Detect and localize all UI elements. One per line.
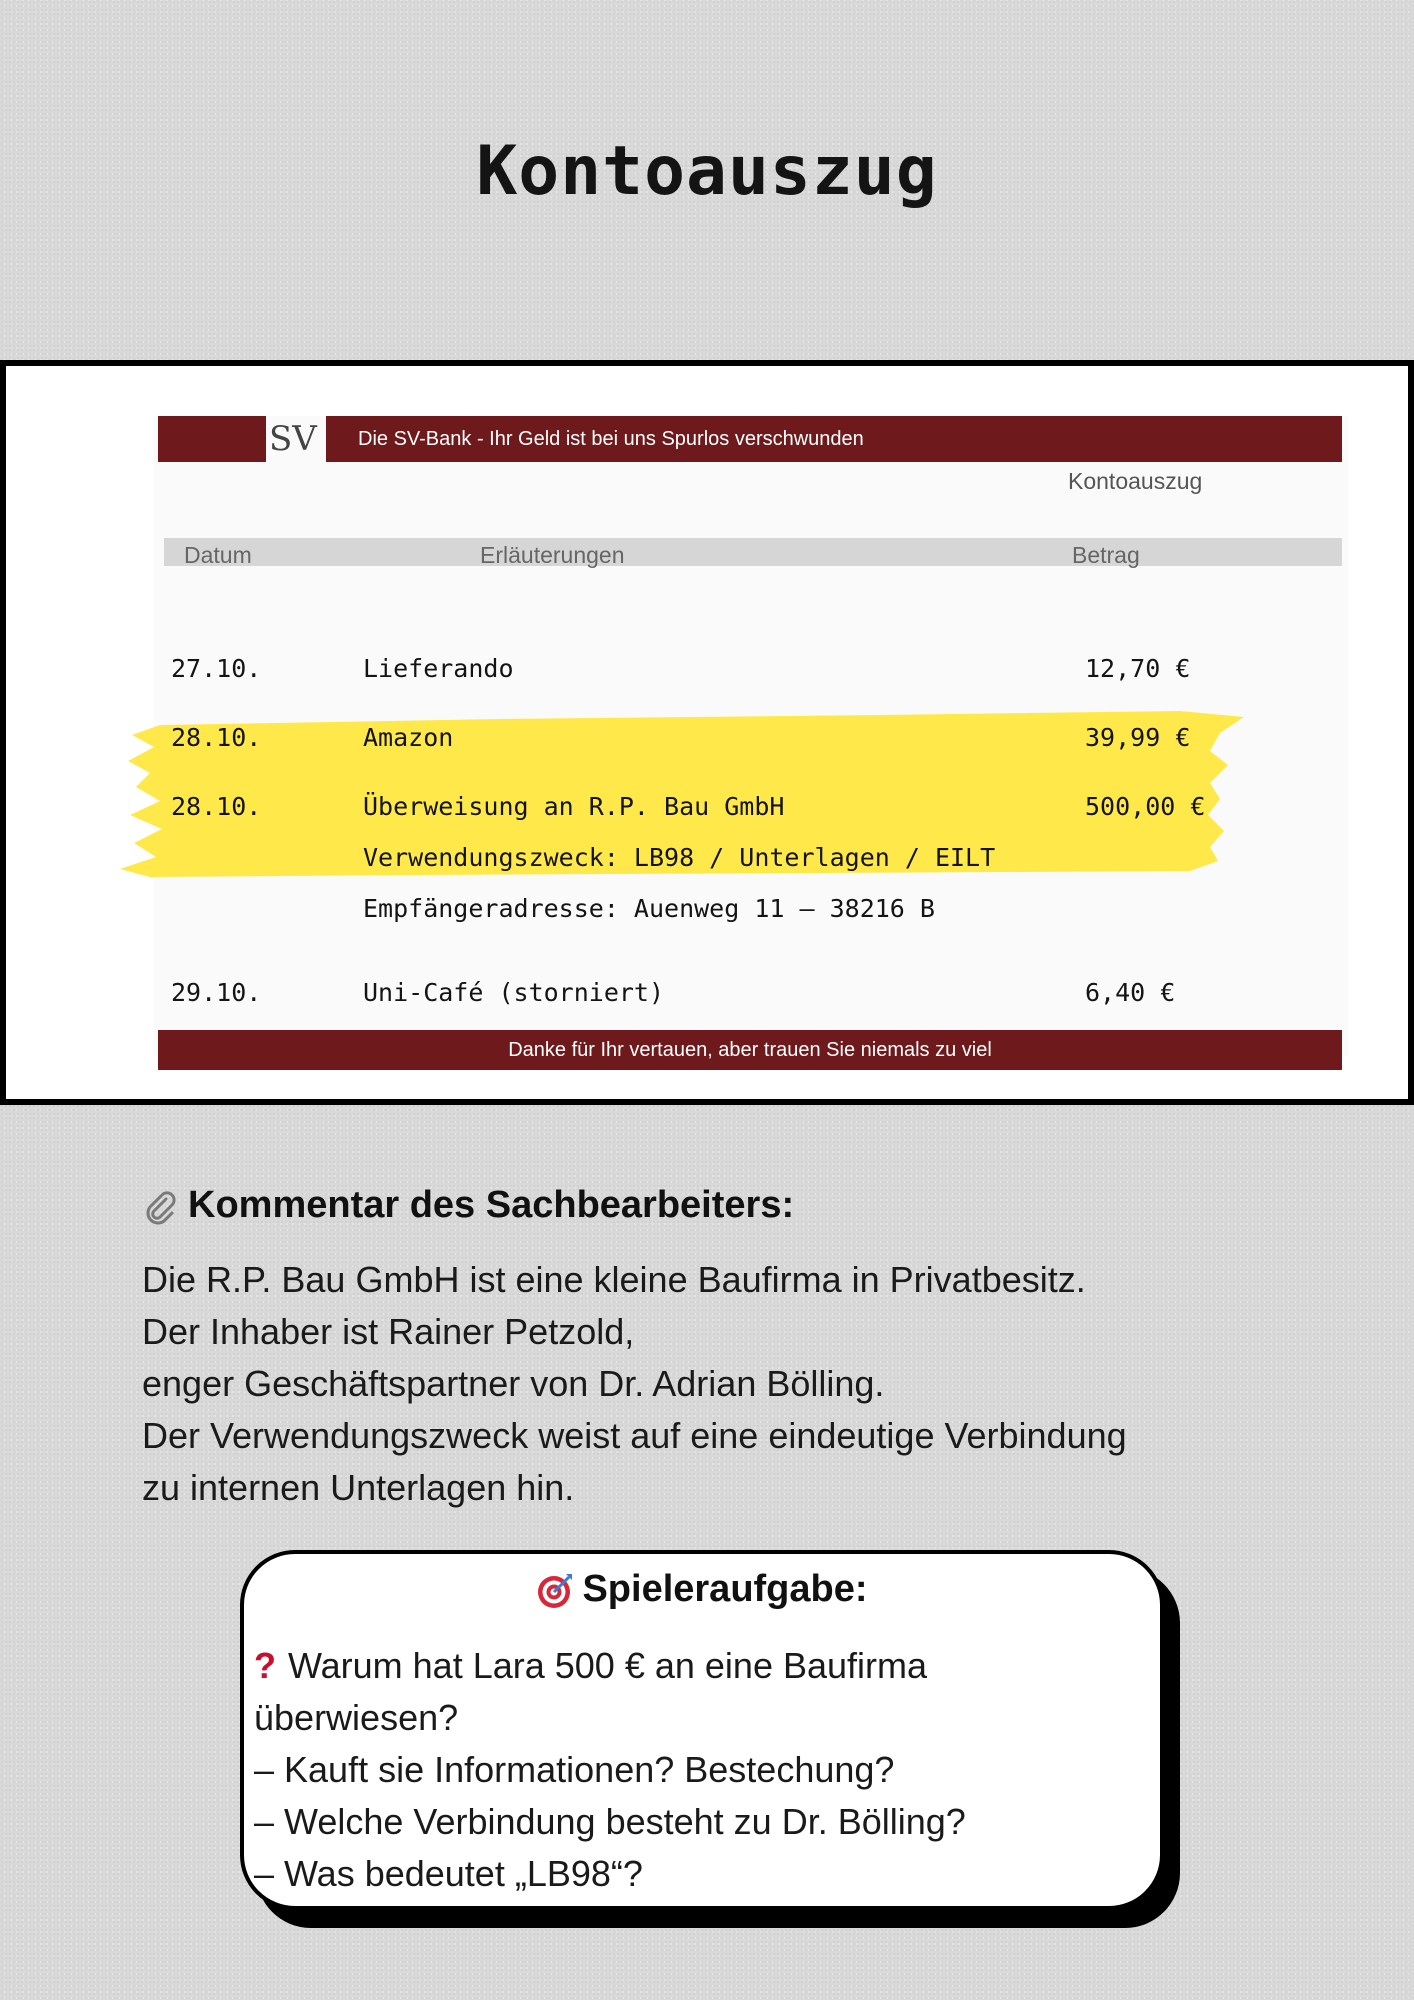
comment-line: enger Geschäftspartner von Dr. Adrian Bölling. bbox=[142, 1363, 885, 1404]
transaction-description: Uni-Café (storniert) bbox=[363, 978, 665, 1007]
task-heading bbox=[244, 1568, 1160, 1611]
amount-value: 12,70 bbox=[1085, 654, 1161, 683]
transaction-amount bbox=[1085, 654, 1190, 683]
comment-heading-text: Kommentar des Sachbearbeiters: bbox=[188, 1184, 795, 1226]
transaction-description: Überweisung an R.P. Bau GmbH bbox=[363, 792, 785, 821]
amount-value: 6,40 bbox=[1085, 978, 1146, 1007]
task-line: – Kauft sie Informationen? Bestechung? bbox=[254, 1749, 895, 1790]
amount-value: 39,99 bbox=[1085, 723, 1161, 752]
transaction-amount bbox=[1085, 978, 1175, 1007]
comment-body bbox=[142, 1254, 1342, 1514]
column-header-bar bbox=[164, 538, 1342, 566]
currency-symbol: € bbox=[1175, 654, 1191, 683]
transaction-date: 29.10. bbox=[171, 978, 262, 1007]
bank-logo: SV bbox=[269, 419, 317, 459]
bank-statement bbox=[154, 416, 1348, 1061]
transaction-date: 28.10. bbox=[171, 792, 262, 821]
comment-line: Der Verwendungszweck weist auf eine eindeutige Verbindung bbox=[142, 1415, 1127, 1456]
task-body bbox=[254, 1640, 1154, 1900]
bank-statement-frame bbox=[0, 360, 1414, 1105]
task-line: überwiesen? bbox=[254, 1697, 459, 1738]
question-mark-icon: ? bbox=[254, 1645, 276, 1686]
transaction-address: Empfängeradresse: Auenweg 11 – 38216 B bbox=[363, 894, 935, 923]
task-question-text: Warum hat Lara 500 € an eine Baufirma bbox=[288, 1645, 928, 1686]
currency-symbol: € bbox=[1160, 978, 1176, 1007]
transaction-description: Lieferando bbox=[363, 654, 514, 683]
column-header-date: Datum bbox=[184, 542, 252, 568]
comment-line: Der Inhaber ist Rainer Petzold, bbox=[142, 1311, 635, 1352]
transaction-purpose: Verwendungszweck: LB98 / Unterlagen / EILT bbox=[363, 843, 996, 872]
currency-symbol: € bbox=[1190, 792, 1206, 821]
bank-header-bar bbox=[326, 416, 1342, 462]
bank-slogan: Die SV-Bank - Ihr Geld ist bei uns Spurlos verschwunden bbox=[358, 428, 864, 450]
transaction-date: 27.10. bbox=[171, 654, 262, 683]
document-type: Kontoauszug bbox=[1068, 468, 1203, 494]
task-line: – Was bedeutet „LB98“? bbox=[254, 1853, 643, 1894]
transaction-date: 28.10. bbox=[171, 723, 262, 752]
amount-value: 500,00 bbox=[1085, 792, 1176, 821]
task-line: – Welche Verbindung besteht zu Dr. Bölling? bbox=[254, 1801, 966, 1842]
task-heading-text: Spieleraufgabe: bbox=[582, 1568, 868, 1610]
bank-header-bar-left bbox=[158, 416, 266, 462]
currency-symbol: € bbox=[1175, 723, 1191, 752]
transaction-amount bbox=[1085, 723, 1190, 752]
page-title: Kontoauszug bbox=[476, 132, 938, 211]
comment-line: zu internen Unterlagen hin. bbox=[142, 1467, 575, 1508]
paperclip-icon bbox=[142, 1189, 178, 1225]
bank-footer-bar: Danke für Ihr vertauen, aber trauen Sie niemals zu viel bbox=[158, 1030, 1342, 1070]
column-header-amount: Betrag bbox=[1072, 542, 1140, 568]
transaction-description: Amazon bbox=[363, 723, 454, 752]
column-header-description: Erläuterungen bbox=[480, 542, 625, 568]
transaction-amount bbox=[1085, 792, 1205, 821]
comment-line: Die R.P. Bau GmbH ist eine kleine Baufirma in Privatbesitz. bbox=[142, 1259, 1086, 1300]
comment-heading bbox=[142, 1184, 794, 1227]
task-box bbox=[240, 1550, 1164, 1910]
task-line bbox=[254, 1640, 1154, 1692]
target-icon bbox=[536, 1572, 574, 1610]
